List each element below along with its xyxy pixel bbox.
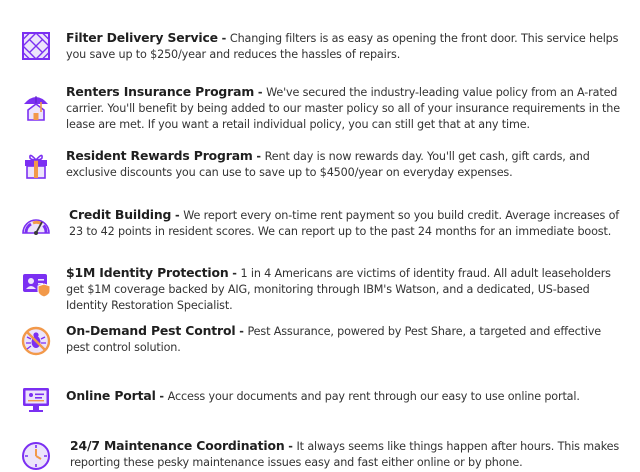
item-title: Resident Rewards Program [66,148,253,163]
item-description: 1 in 4 Americans are victims of identity fraud. All adult leaseholders get $1M coverage backed by AIG, monitoring through IBM's Watson, and a dedicated, US-based Identity Restoration Specialist. [66,267,611,312]
item-text: $1M Identity Protection - 1 in 4 Americans are victims of identity fraud. All adult leaseholders get $1M coverage backed by AIG, monitoring through IBM's Watson, and a dedicated, US-based Identity Restoration Specialist. [66,265,611,312]
item-title: Filter Delivery Service [66,30,218,45]
item-title: Credit Building [69,207,172,222]
item-text: Resident Rewards Program - Rent day is now rewards day. You'll get cash, gift cards, and exclusive discounts you can use to save up to $4500/year on everyday expenses. [66,148,590,179]
item-title: On-Demand Pest Control [66,323,236,338]
gift-icon [20,148,52,180]
item-description: It always seems like things happen after hours. This makes reporting these pesky maintenance issues easy and fast either online or by phone. [70,440,620,469]
gauge-icon [20,209,52,241]
item-title: 24/7 Maintenance Coordination [70,438,285,453]
item-text: Renters Insurance Program - We've secured the industry-leading value policy from an A-rated carrier. You'll benefit by being added to our master policy so all of your insurance requirements in the lease are met. If you want a retail individual policy, you can still get that at any time. [66,84,620,131]
item-title: Renters Insurance Program [66,84,255,99]
no-pest-icon [20,325,52,357]
filter-icon [20,30,52,62]
item-description: We report every on-time rent payment so you build credit. Average increases of 23 to 42 points in resident scores. We can report up to the past 24 months for an immediate boost. [69,209,620,238]
item-description: Access your documents and pay rent through our easy to use online portal. [167,390,580,403]
item-description: Rent day is now rewards day. You'll get cash, gift cards, and exclusive discounts you can use to save up to $4500/year on everyday expenses. [66,150,590,179]
umbrella-house-icon [20,90,52,122]
item-text: Online Portal - Access your documents and pay rent through our easy to use online portal. [66,388,580,403]
item-text: 24/7 Maintenance Coordination - It always seems like things happen after hours. This makes reporting these pesky maintenance issues easy and fast either online or by phone. [70,438,620,469]
item-text: Credit Building - We report every on-time rent payment so you build credit. Average increases of 23 to 42 points in resident scores. We can report up to the past 24 months for an immediate boost. [69,207,620,238]
computer-icon [20,383,52,415]
item-title: Online Portal [66,388,156,403]
item-text: On-Demand Pest Control - Pest Assurance, powered by Pest Share, a targeted and effective pest control solution. [66,323,602,354]
clock-icon [20,440,52,472]
id-card-icon [20,267,52,299]
item-title: $1M Identity Protection [66,265,229,280]
item-text: Filter Delivery Service - Changing filters is as easy as opening the front door. This service helps you save up to $250/year and reduces the hassles of repairs. [66,30,619,61]
item-description: Changing filters is as easy as opening the front door. This service helps you save up to $250/year and reduces the hassles of repairs. [66,32,619,61]
item-description: We've secured the industry-leading value policy from an A-rated carrier. You'll benefit by being added to our master policy so all of your insurance requirements in the lease are met. If you want a retail individual policy, you can still get that at any time. [66,86,620,131]
item-description: Pest Assurance, powered by Pest Share, a targeted and effective pest control solution. [66,325,602,354]
